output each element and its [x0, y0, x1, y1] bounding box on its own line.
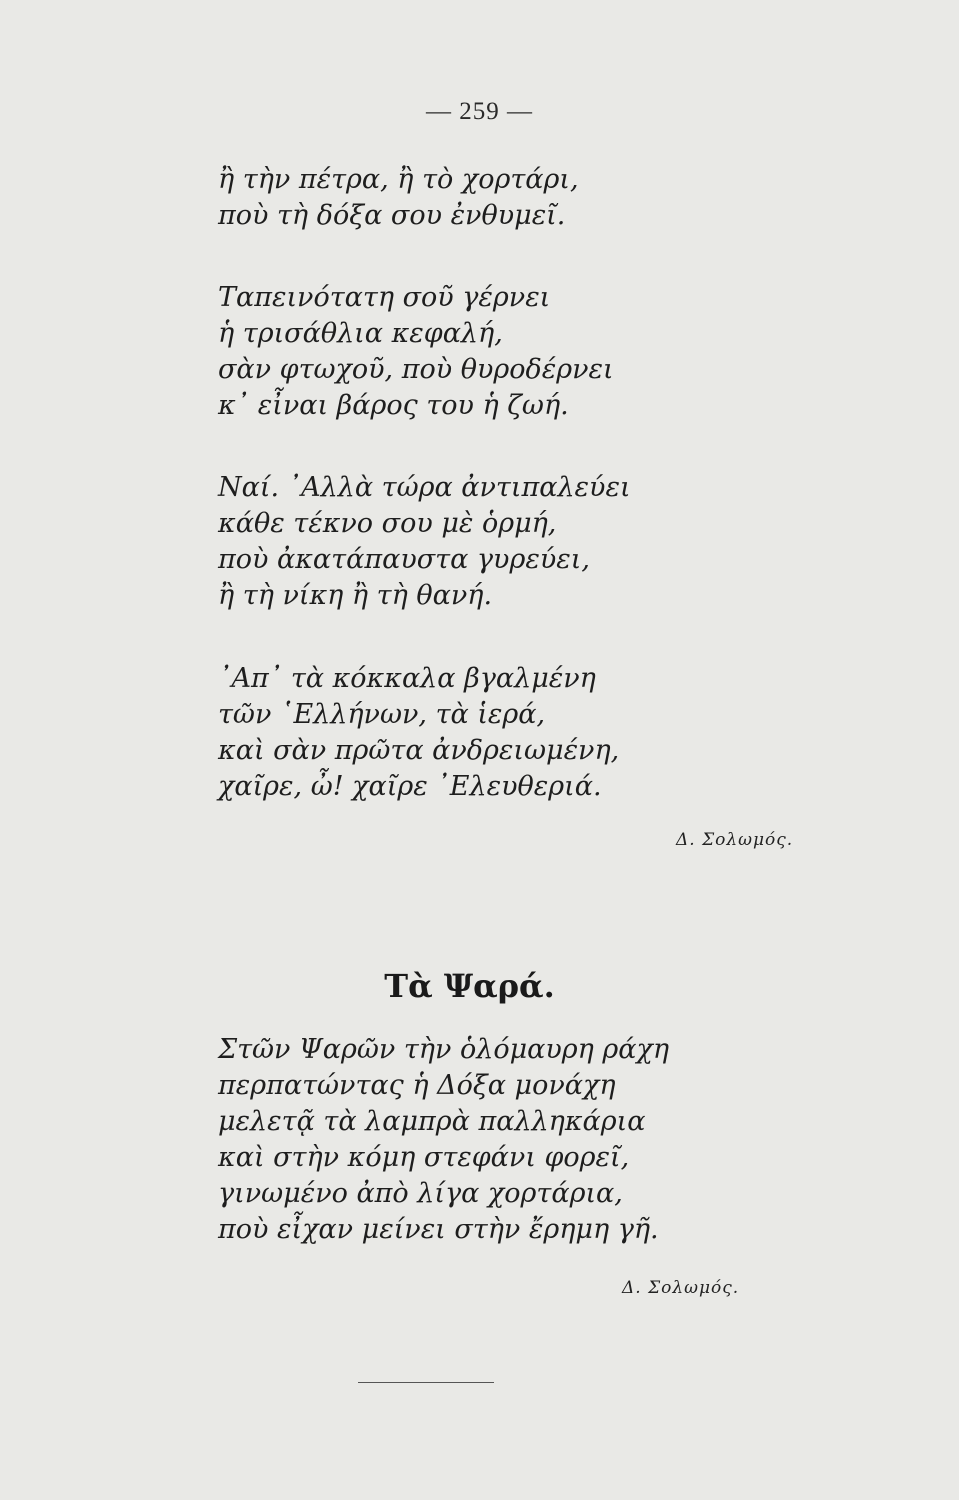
stanza-4: [218, 661, 619, 805]
poem-line: Ταπεινότατη σοῦ γέρνει: [218, 282, 551, 313]
poem-line: ἢ τὴ νίκη ἢ τὴ θανή.: [218, 580, 493, 611]
poem-line: περπατώντας ἡ Δόξα μονάχη: [218, 1070, 616, 1101]
stanza-3: [218, 470, 631, 614]
poem-line: τῶν ῾Ελλήνων, τὰ ἱερά,: [218, 699, 546, 730]
author-signature: Δ. Σολωμός.: [676, 830, 794, 850]
poem-line: κάθε τέκνο σου μὲ ὁρμή,: [218, 508, 557, 539]
page-number: — 259 —: [426, 98, 533, 125]
stanza-5: [218, 1032, 669, 1248]
stanza-2: [218, 280, 614, 424]
poem-line: γινωμένο ἀπὸ λίγα χορτάρια,: [218, 1178, 623, 1209]
poem-line: Στῶν Ψαρῶν τὴν ὁλόμαυρη ράχη: [218, 1034, 670, 1065]
stanza-1: [218, 162, 579, 234]
poem-line: κ᾽ εἶναι βάρος του ἡ ζωή.: [218, 390, 569, 421]
poem-line: ποὺ εἶχαν μείνει στὴν ἔρημη γῆ.: [218, 1214, 659, 1245]
divider-rule: [358, 1382, 494, 1383]
poem-line: ἡ τρισάθλια κεφαλή,: [218, 318, 503, 349]
poem-line: σὰν φτωχοῦ, ποὺ θυροδέρνει: [218, 354, 614, 385]
poem-line: Ναί. ᾽Αλλὰ τώρα ἀντιπαλεύει: [218, 472, 631, 503]
poem-line: μελετᾷ τὰ λαμπρὰ παλληκάρια: [218, 1106, 646, 1137]
poem-line: καὶ στὴν κόμη στεφάνι φορεῖ,: [218, 1142, 630, 1173]
poem-line: ποὺ ἀκατάπαυστα γυρεύει,: [218, 544, 590, 575]
poem-line: καὶ σὰν πρῶτα ἀνδρειωμένη,: [218, 735, 620, 766]
poem-title: Τὰ Ψαρά.: [384, 967, 555, 1005]
poem-line: ποὺ τὴ δόξα σου ἐνθυμεῖ.: [218, 200, 566, 231]
poem-line: ἢ τὴν πέτρα, ἢ τὸ χορτάρι,: [218, 164, 579, 195]
author-signature: Δ. Σολωμός.: [622, 1278, 740, 1298]
poem-line: ᾽Απ᾽ τὰ κόκκαλα βγαλμένη: [218, 663, 596, 694]
poem-line: χαῖρε, ὦ! χαῖρε ᾽Ελευθεριά.: [218, 771, 602, 802]
